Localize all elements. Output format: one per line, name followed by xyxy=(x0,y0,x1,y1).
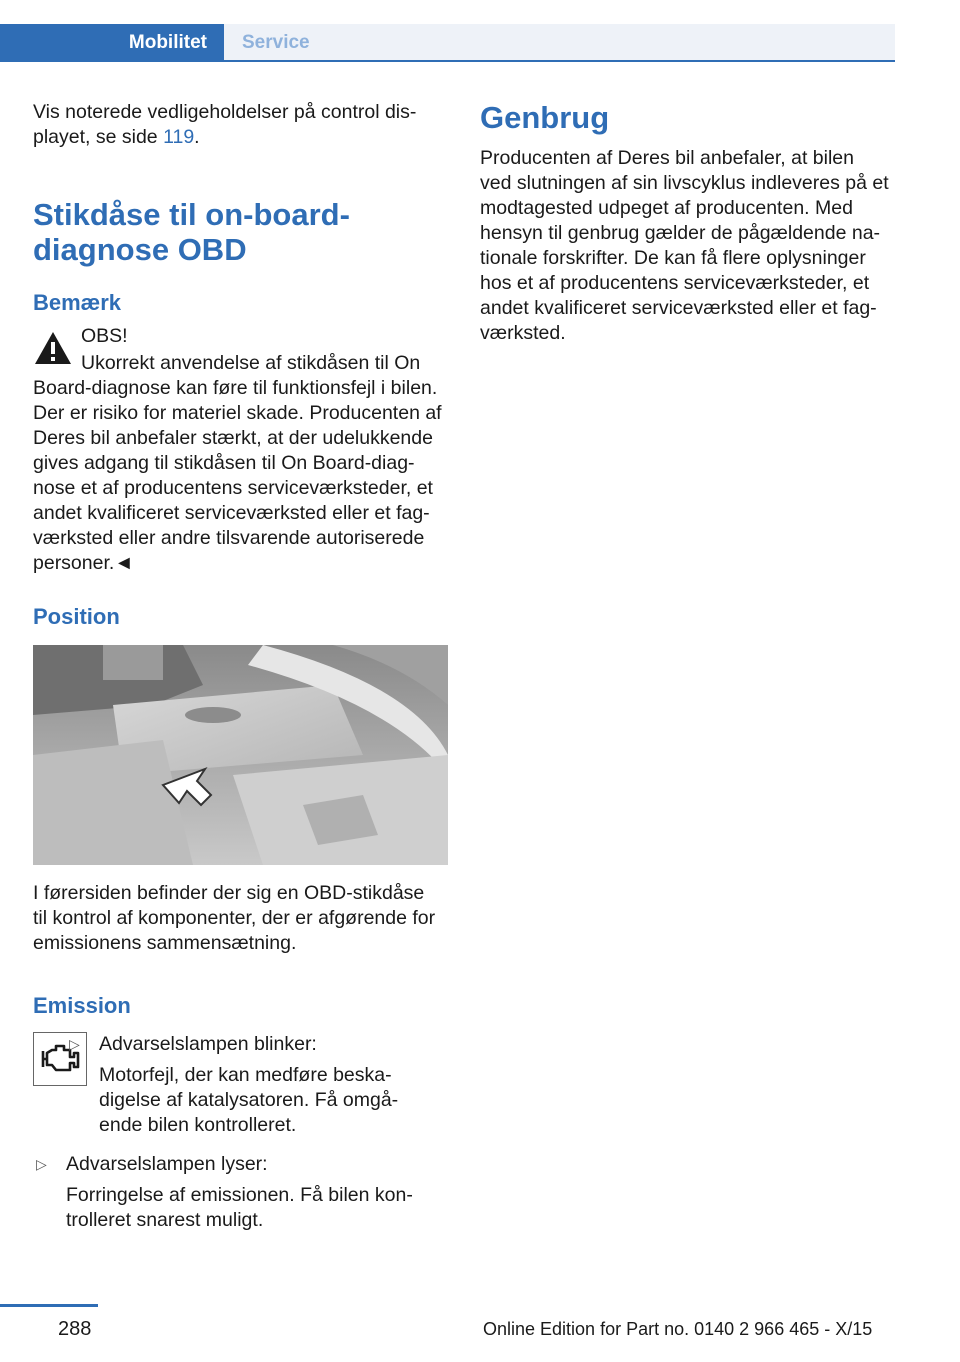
item1-title: Advarselslampen blinker: xyxy=(99,1033,317,1055)
page-number: 288 xyxy=(58,1318,92,1340)
intro-text: Vis noterede vedligeholdelser på control dis‐ playet, se side 119. xyxy=(33,101,417,148)
warning-title: OBS! xyxy=(81,325,128,347)
tab-service[interactable]: Service xyxy=(224,24,895,62)
page-link-119[interactable]: 119 xyxy=(163,126,195,148)
warning-triangle-icon xyxy=(33,330,73,366)
obd-location-photo xyxy=(33,645,448,865)
header-divider xyxy=(0,60,895,62)
emission-heading: Emission xyxy=(33,993,131,1018)
section-title-obd: Stikdåse til on-board- diagnose OBD xyxy=(33,197,350,267)
genbrug-text: Producenten af Deres bil anbefaler, at bilen ved slutningen af sin livscyklus indleveres på et modtagested udpeget af producenten. Med hensyn til genbrug gælder de pågældende na‐ tionale forskrifter. De kan få flere oplysninger hos et af producentens serviceværksteder, et andet kvalificeret serviceværksted eller et fag‐ værksted. xyxy=(480,147,889,344)
emission-item-1 xyxy=(33,1032,448,1147)
bullet-triangle: ▷ xyxy=(69,1036,80,1052)
position-heading: Position xyxy=(33,604,120,629)
header-tabs xyxy=(0,24,895,62)
item1-text: Motorfejl, der kan medføre beska‐ digelse af katalysatoren. Få omgå‐ ende bilen kontrolleret. xyxy=(99,1064,399,1136)
left-column xyxy=(33,100,448,1233)
right-column xyxy=(480,100,895,346)
position-text: I førersiden befinder der sig en OBD-stikdåse til kontrol af komponenter, der er afgørende for emissionens sammensætning. xyxy=(33,882,436,954)
section-title-genbrug: Genbrug xyxy=(480,100,610,135)
edition-text: Online Edition for Part no. 0140 2 966 465 - X/15 xyxy=(483,1319,873,1339)
tab-mobilitet[interactable]: Mobilitet xyxy=(0,24,224,62)
footer-divider xyxy=(0,1304,98,1307)
note-heading: Bemærk xyxy=(33,290,122,315)
emission-item-2 xyxy=(33,1152,448,1233)
bullet-triangle: ▷ xyxy=(36,1156,47,1172)
item2-text: Forringelse af emissionen. Få bilen kon‐ trolleret snarest muligt. xyxy=(66,1184,413,1231)
warning-text: Ukorrekt anvendelse af stikdåsen til On Board-diagnose kan føre til funktionsfejl i bilen. Der er risiko for materiel skade. Producenten af Deres bil anbefaler stærkt, at der udelukkende gives adgang til stikdåsen til On Board-diag‐ nose et af producentens serviceværksteder, et andet kvalificeret serviceværksted eller et fag‐ værksted eller andre tilsvarende autoriserede personer.◄ xyxy=(33,352,442,574)
item2-title: Advarselslampen lyser: xyxy=(66,1153,268,1175)
warning-block xyxy=(33,324,448,576)
